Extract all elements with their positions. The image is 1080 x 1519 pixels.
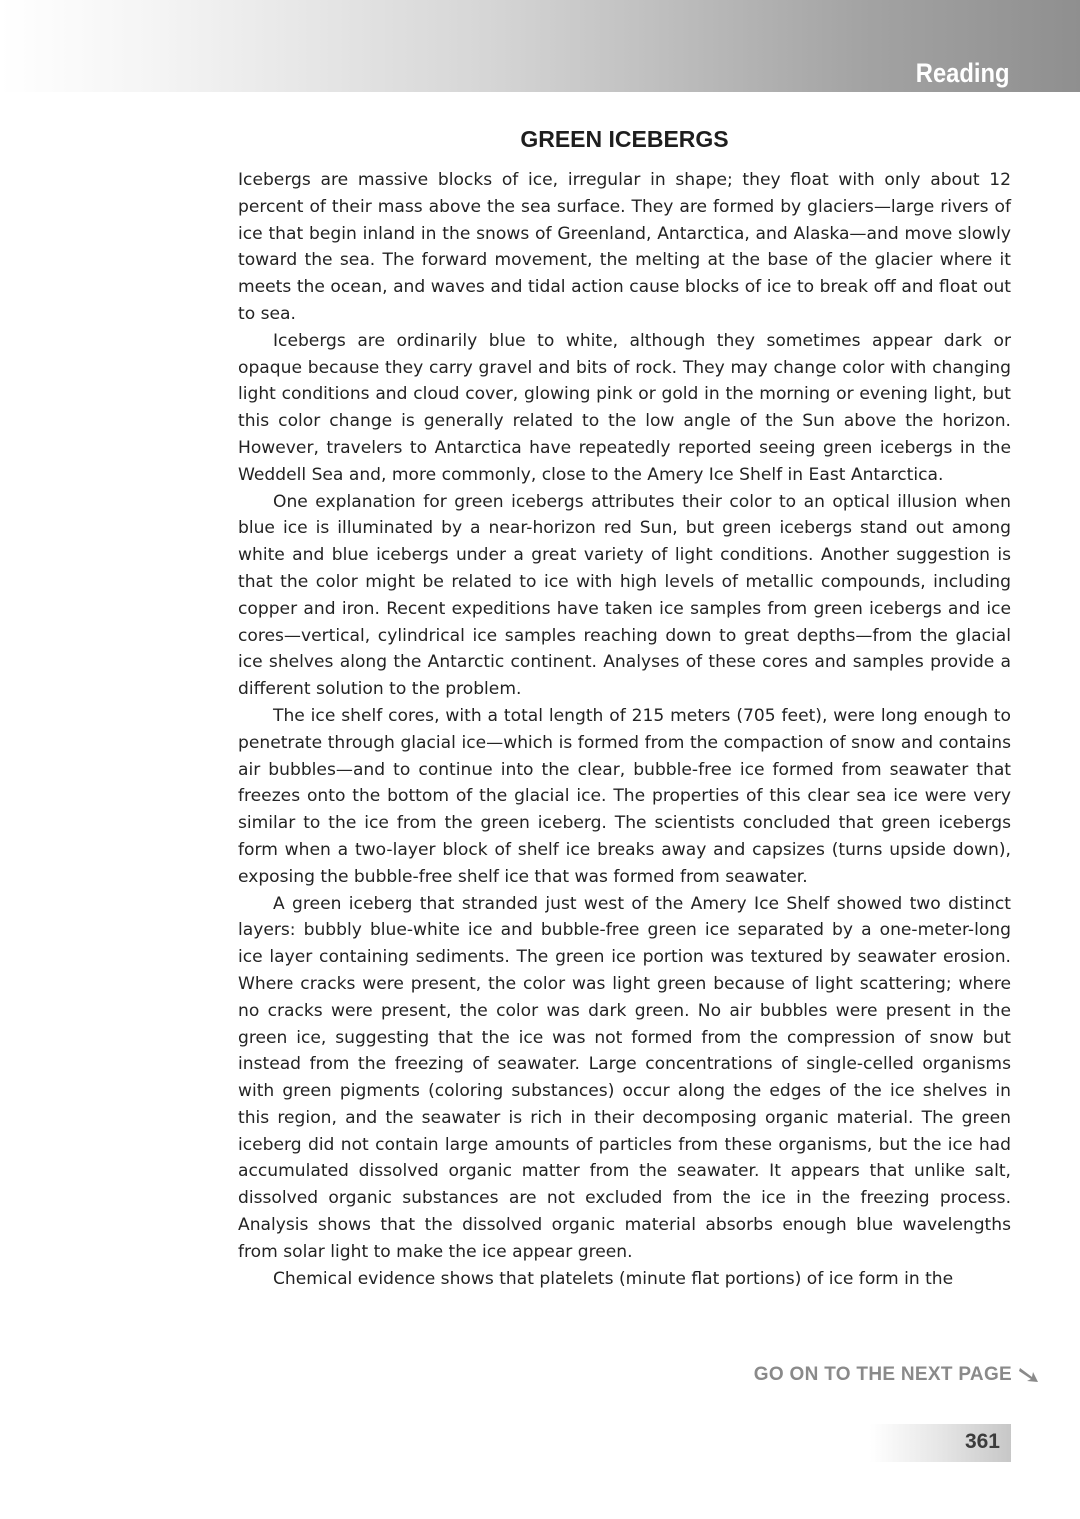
header-band xyxy=(0,0,1080,92)
paragraph: Chemical evidence shows that platelets (minute flat portions) of ice form in the xyxy=(273,1268,954,1289)
paragraph: Icebergs are ordinarily blue to white, although they sometimes appear dark or opaque because they carry gravel and bits of rock. They may change color with changing light conditions and cloud cover, glowing pink or gold in the morning or evening light, but this color change is generally related to the low angle of the Sun above the horizon. However, travelers to Antarctica have repeatedly reported seeing green icebergs in the Weddell Sea and, more commonly, close to the Amery Ice Shelf in East Antarctica. xyxy=(238,330,1011,485)
paragraph: A green iceberg that stranded just west of the Amery Ice Shelf showed two distinct layers: bubbly blue-white ice and bubble-free green ice separated by a one-meter-long ice layer containing sediments. The green ice portion was textured by seawater erosion. Where cracks were present, the color was light green because of light scattering; where no cracks were present, the color was dark green. No air bubbles were present in the green ice, suggesting that the ice was not formed from the compression of snow but instead from the freezing of seawater. Large concentrations of single-celled organisms with green pigments (coloring substances) occur along the edges of the ice shelves in this region, and the seawater is rich in their decomposing organic material. The green iceberg did not contain large amounts of particles from these organisms, but the ice had accumulated dissolved organic matter from the seawater. It appears that unlike salt, dissolved organic substances are not excluded from the ice in the freezing process. Analysis shows that the dissolved organic material absorbs enough blue wavelengths from solar light to make the ice appear green. xyxy=(238,893,1011,1262)
next-page-label: GO ON TO THE NEXT PAGE xyxy=(753,1364,1012,1385)
page-number: 361 xyxy=(964,1430,1000,1453)
article-body xyxy=(238,167,1011,1292)
paragraph: One explanation for green icebergs attributes their color to an optical illusion when blue ice is illuminated by a near-horizon red Sun, but green icebergs stand out among white and blue icebergs under a great variety of light conditions. Another suggestion is that the color might be related to ice with high levels of metallic compounds, including copper and iron. Recent expeditions have taken ice samples from green icebergs and ice cores—vertical, cylindrical ice samples reaching down to great depths—from the glacial ice shelves along the Antarctic continent. Analyses of these cores and samples provide a different solution to the problem. xyxy=(238,491,1011,700)
arrow-down-right-icon xyxy=(1018,1365,1040,1385)
page-number-box xyxy=(870,1424,1011,1462)
section-label: Reading xyxy=(916,58,1010,88)
article-title: GREEN ICEBERGS xyxy=(520,126,729,152)
go-on-next-page xyxy=(754,1364,1040,1386)
paragraph: Icebergs are massive blocks of ice, irregular in shape; they float with only about 12 percent of their mass above the sea surface. They are formed by glaciers—large rivers of ice that begin inland in the snows of Greenland, Antarctica, and Alaska—and move slowly toward the sea. The forward movement, the melting at the base of the glacier where it meets the ocean, and waves and tidal action cause blocks of ice to break off and float out to sea. xyxy=(238,170,1011,324)
paragraph: The ice shelf cores, with a total length of 215 meters (705 feet), were long enough to penetrate through glacial ice—which is formed from the compaction of snow and contains air bubbles—and to continue into the clear, bubble-free ice formed from seawater that freezes onto the bottom of the glacial ice. The properties of this clear sea ice were very similar to the ice from the green iceberg. The scientists concluded that green icebergs form when a two-layer block of shelf ice breaks away and capsizes (turns upside down), exposing the bubble-free shelf ice that was formed from seawater. xyxy=(238,705,1011,887)
